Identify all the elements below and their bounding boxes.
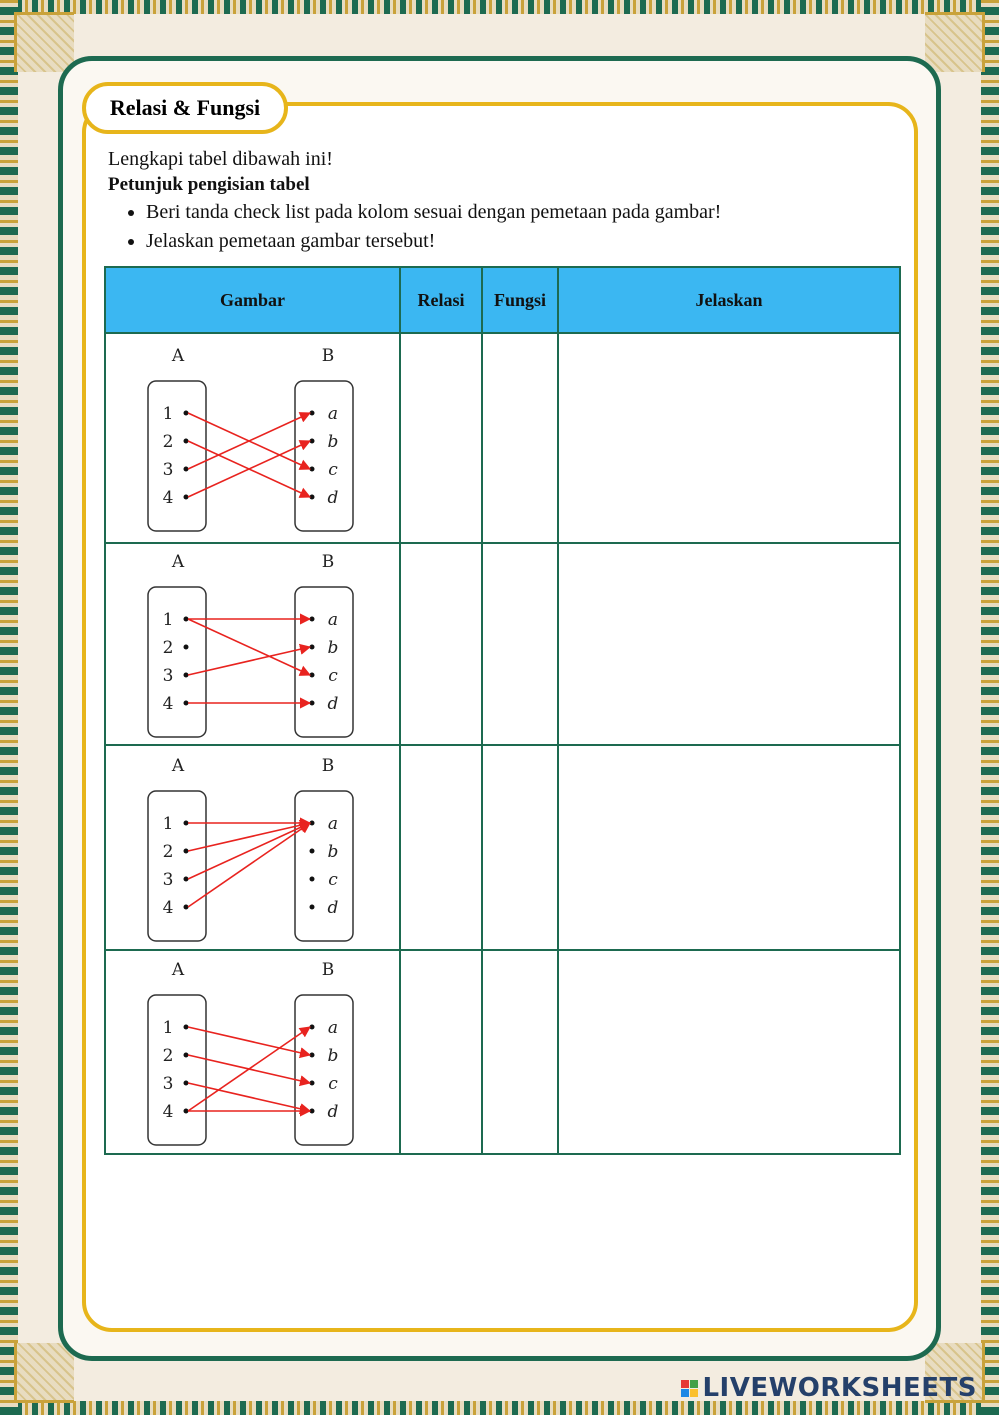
relasi-checkbox-cell[interactable] [400,950,482,1154]
decorative-border-bottom [0,1401,999,1415]
codomain-element: b [327,841,338,862]
codomain-element: a [327,1018,338,1038]
domain-point [183,876,188,881]
domain-point [183,904,188,909]
brand-name: LIVEWORKSHEETS [702,1373,977,1403]
set-b-label: B [321,346,334,366]
corner-ornament [925,12,985,72]
codomain-element: d [327,1102,338,1122]
logo-icon [681,1380,698,1397]
codomain-point [309,439,314,444]
codomain-element: a [327,610,338,630]
codomain-element: c [327,1074,338,1094]
hint-heading: Petunjuk pengisian tabel [108,174,310,195]
codomain-point [309,1109,314,1114]
domain-point [183,820,188,825]
header-fungsi: Fungsi [482,267,558,333]
set-b-box [295,995,353,1145]
set-b-box [295,381,353,531]
brand-logo [681,1373,977,1403]
diagram-cell [105,333,400,543]
diagram-cell [105,745,400,950]
codomain-element: d [327,897,338,918]
codomain-element: c [327,666,338,686]
worksheet-table [104,266,901,1155]
domain-element: 4 [162,897,173,918]
relasi-checkbox-cell[interactable] [400,333,482,543]
hint-list [108,198,908,256]
codomain-element: b [327,638,338,658]
domain-point [183,495,188,500]
fungsi-checkbox-cell[interactable] [482,745,558,950]
codomain-point [309,820,314,825]
domain-element: 3 [162,460,173,480]
codomain-point [309,411,314,416]
domain-element: 2 [162,841,173,862]
codomain-point [309,904,314,909]
mapping-diagram [138,343,368,533]
fungsi-checkbox-cell[interactable] [482,950,558,1154]
set-a-label: A [171,755,184,776]
domain-element: 2 [162,1046,173,1066]
header-jelaskan: Jelaskan [558,267,900,333]
fungsi-checkbox-cell[interactable] [482,543,558,745]
set-b-box [295,791,353,941]
domain-element: 2 [162,638,173,658]
decorative-border-right [981,0,999,1415]
codomain-point [309,645,314,650]
codomain-point [309,495,314,500]
hint-item: • Jelaskan pemetaan gambar tersebut! [146,227,908,256]
diagram-cell [105,543,400,745]
set-a-label: A [171,552,184,572]
codomain-point [309,1025,314,1030]
mapping-diagram [138,753,368,943]
codomain-element: a [327,813,338,834]
jelaskan-answer-cell[interactable] [558,543,900,745]
table-row [105,950,900,1154]
instruction-text: Lengkapi tabel dibawah ini! [108,148,333,170]
jelaskan-answer-cell[interactable] [558,745,900,950]
domain-element: 3 [162,666,173,686]
set-b-box [295,587,353,737]
codomain-element: a [327,404,338,424]
table-row [105,543,900,745]
table-header-row [105,267,900,333]
set-a-label: A [171,960,184,980]
decorative-border-left [0,0,18,1415]
diagram-cell [105,950,400,1154]
codomain-element: b [327,1046,338,1066]
set-a-label: A [171,346,184,366]
codomain-point [309,617,314,622]
domain-point [183,467,188,472]
domain-element: 4 [162,488,173,508]
codomain-point [309,1053,314,1058]
codomain-point [309,848,314,853]
codomain-point [309,876,314,881]
domain-point [183,411,188,416]
codomain-point [309,467,314,472]
set-a-box [148,995,206,1145]
header-relasi: Relasi [400,267,482,333]
decorative-border-top [0,0,999,14]
codomain-element: c [327,869,338,890]
table-row [105,745,900,950]
domain-element: 4 [162,1102,173,1122]
codomain-element: c [327,460,338,480]
domain-point [183,701,188,706]
jelaskan-answer-cell[interactable] [558,333,900,543]
domain-element: 1 [162,610,173,630]
domain-point [183,1081,188,1086]
codomain-point [309,1081,314,1086]
domain-point [183,617,188,622]
fungsi-checkbox-cell[interactable] [482,333,558,543]
domain-element: 1 [162,404,173,424]
jelaskan-answer-cell[interactable] [558,950,900,1154]
domain-point [183,673,188,678]
domain-element: 1 [162,813,173,834]
domain-element: 3 [162,869,173,890]
domain-element: 1 [162,1018,173,1038]
domain-point [183,1109,188,1114]
mapping-diagram [138,957,368,1147]
relasi-checkbox-cell[interactable] [400,745,482,950]
domain-point [183,848,188,853]
set-a-box [148,587,206,737]
instructions [108,146,908,256]
set-b-label: B [321,960,334,980]
set-a-box [148,791,206,941]
corner-ornament [14,12,74,72]
mapping-diagram [138,549,368,739]
set-b-label: B [321,755,334,776]
codomain-element: d [327,488,338,508]
domain-point [183,1025,188,1030]
hint-item: • Beri tanda check list pada kolom sesuai dengan pemetaan pada gambar! [146,198,908,227]
domain-element: 4 [162,694,173,714]
header-gambar: Gambar [105,267,400,333]
codomain-point [309,701,314,706]
page-title: Relasi & Fungsi [82,82,288,134]
domain-point [183,645,188,650]
codomain-element: d [327,694,338,714]
relasi-checkbox-cell[interactable] [400,543,482,745]
codomain-point [309,673,314,678]
domain-element: 2 [162,432,173,452]
domain-element: 3 [162,1074,173,1094]
set-a-box [148,381,206,531]
corner-ornament [14,1343,74,1403]
domain-point [183,439,188,444]
table-row [105,333,900,543]
set-b-label: B [321,552,334,572]
codomain-element: b [327,432,338,452]
domain-point [183,1053,188,1058]
